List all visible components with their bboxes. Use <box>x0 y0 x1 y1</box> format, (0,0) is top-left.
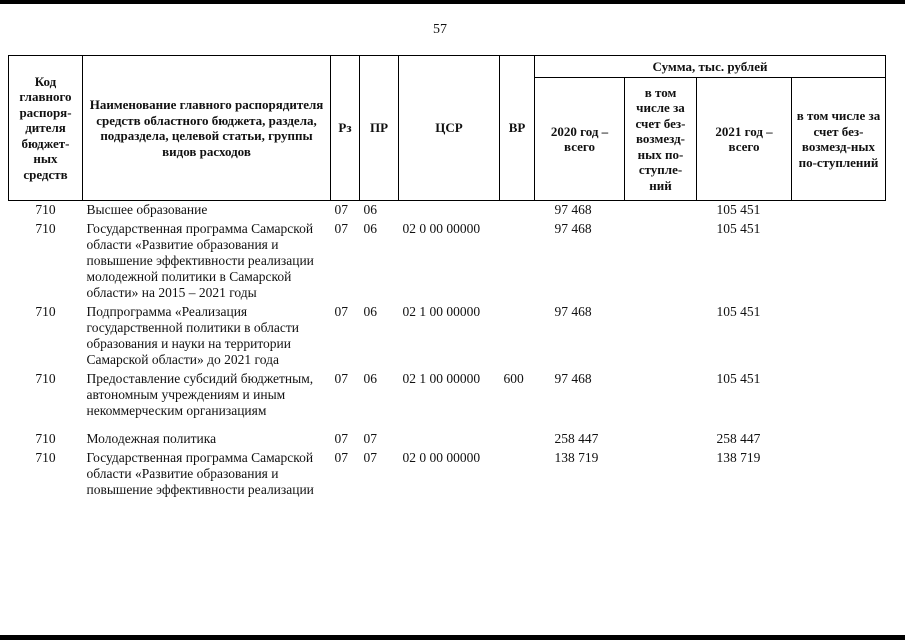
cell-2021-free <box>792 301 886 368</box>
cell-rz: 07 <box>334 450 348 465</box>
cell-vr <box>500 201 535 219</box>
table-body <box>9 201 886 499</box>
cell-2020-total: 97 468 <box>554 304 592 319</box>
cell-csr: 02 1 00 00000 <box>402 371 481 386</box>
cell-vr <box>500 218 535 301</box>
cell-code: 710 <box>35 202 56 217</box>
cell-code: 710 <box>35 221 56 236</box>
cell-vr <box>500 301 535 368</box>
cell-2020-free <box>625 368 697 419</box>
header-pr: ПР <box>360 56 399 201</box>
table-row <box>9 368 886 419</box>
cell-pr: 06 <box>363 202 377 217</box>
table-header <box>9 56 886 201</box>
cell-csr <box>399 419 500 447</box>
cell-2020-free <box>625 301 697 368</box>
cell-name: Высшее образование <box>86 202 208 217</box>
cell-rz: 07 <box>334 221 348 236</box>
cell-2021-total: 105 451 <box>716 371 761 386</box>
cell-rz: 07 <box>334 304 348 319</box>
cell-pr: 07 <box>363 450 377 465</box>
header-sum: Сумма, тыс. рублей <box>535 56 886 78</box>
header-vr: ВР <box>500 56 535 201</box>
cell-pr: 06 <box>363 371 377 386</box>
header-2020-total: 2020 год – всего <box>535 78 625 201</box>
table-row <box>9 201 886 219</box>
cell-2021-free <box>792 368 886 419</box>
cell-2020-free <box>625 447 697 498</box>
cell-2021-total: 105 451 <box>716 202 761 217</box>
cell-pr: 06 <box>363 221 377 236</box>
cell-vr: 600 <box>503 371 524 386</box>
cell-csr: 02 1 00 00000 <box>402 304 481 319</box>
header-code: Код главного распоря-дителя бюджет-ных средств <box>9 56 83 201</box>
cell-2020-free <box>625 419 697 447</box>
cell-pr: 07 <box>363 431 377 446</box>
cell-vr <box>500 419 535 447</box>
budget-table <box>8 55 886 498</box>
table-row <box>9 301 886 368</box>
cell-2020-total: 258 447 <box>554 431 599 446</box>
table-row <box>9 447 886 498</box>
bottom-rule <box>0 635 905 640</box>
page-number: 57 <box>433 22 447 37</box>
cell-name: Государственная программа Самарской области «Развитие образования и повышение эффективности реализации <box>86 450 314 497</box>
cell-2021-total: 105 451 <box>716 304 761 319</box>
cell-code: 710 <box>35 431 56 446</box>
cell-rz: 07 <box>334 202 348 217</box>
cell-pr: 06 <box>363 304 377 319</box>
cell-2020-free <box>625 218 697 301</box>
cell-code: 710 <box>35 450 56 465</box>
header-csr: ЦСР <box>399 56 500 201</box>
cell-csr: 02 0 00 00000 <box>402 221 481 236</box>
header-name: Наименование главного распорядителя средств областного бюджета, раздела, подраздела, целевой статьи, группы видов расходов <box>83 56 331 201</box>
table-row <box>9 419 886 447</box>
cell-code: 710 <box>35 304 56 319</box>
header-2021-free: в том числе за счет без-возмезд-ных по-ступлений <box>792 78 886 201</box>
cell-csr: 02 0 00 00000 <box>402 450 481 465</box>
cell-2020-free <box>625 201 697 219</box>
cell-2021-total: 258 447 <box>716 431 761 446</box>
cell-2020-total: 97 468 <box>554 221 592 236</box>
cell-vr <box>500 447 535 498</box>
header-rz: Рз <box>331 56 360 201</box>
header-2020-free: в том числе за счет без-возмезд-ных по-ступле-ний <box>625 78 697 201</box>
cell-2020-total: 97 468 <box>554 371 592 386</box>
cell-2021-total: 105 451 <box>716 221 761 236</box>
table-row <box>9 218 886 301</box>
cell-2020-total: 138 719 <box>554 450 599 465</box>
cell-rz: 07 <box>334 371 348 386</box>
top-rule <box>0 0 905 4</box>
cell-2021-free <box>792 419 886 447</box>
cell-2021-free <box>792 218 886 301</box>
cell-name: Предоставление субсидий бюджетным, автономным учреждениям и иным некоммерческим организациям <box>86 371 314 418</box>
cell-name: Молодежная политика <box>86 431 217 446</box>
cell-name: Подпрограмма «Реализация государственной политики в области образования и науки на территории Самарской области» до 2021 года <box>86 304 300 367</box>
header-2021-total: 2021 год – всего <box>697 78 792 201</box>
cell-2021-free <box>792 447 886 498</box>
cell-code: 710 <box>35 371 56 386</box>
cell-name: Государственная программа Самарской области «Развитие образования и повышение эффективности реализации молодежной политики в Самарской области» на 2015 – 2021 годы <box>86 221 314 300</box>
cell-2021-total: 138 719 <box>716 450 761 465</box>
cell-csr <box>399 201 500 219</box>
cell-rz: 07 <box>334 431 348 446</box>
cell-2020-total: 97 468 <box>554 202 592 217</box>
cell-2021-free <box>792 201 886 219</box>
